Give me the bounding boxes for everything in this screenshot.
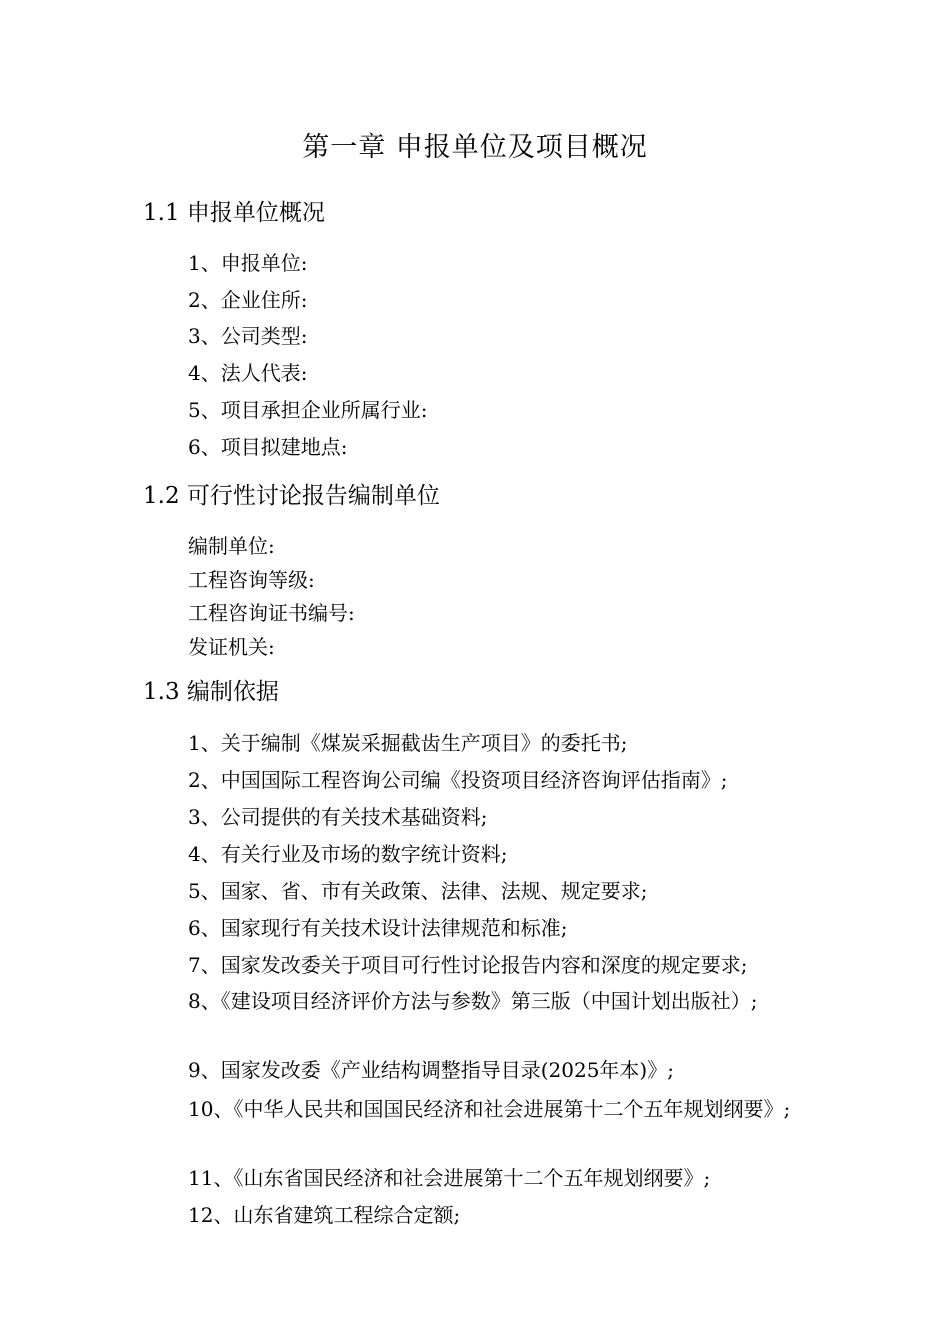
list-item: 6、项目拟建地点: — [188, 435, 348, 459]
section-heading-1-1: 1.1 申报单位概况 — [143, 200, 325, 226]
section-heading-1-2: 1.2 可行性讨论报告编制单位 — [143, 483, 440, 509]
list-item: 1、申报单位: — [188, 251, 308, 275]
section-heading-1-3: 1.3 编制依据 — [143, 679, 279, 705]
list-item: 8、《建设项目经济评价方法与参数》第三版（中国计划出版社）; — [188, 989, 758, 1013]
list-item: 4、有关行业及市场的数字统计资料; — [188, 842, 508, 866]
list-item: 10、《中华人民共和国国民经济和社会进展第十二个五年规划纲要》; — [188, 1097, 791, 1121]
list-item: 12、山东省建筑工程综合定额; — [188, 1203, 461, 1227]
list-item: 3、公司提供的有关技术基础资料; — [188, 805, 488, 829]
list-item: 1、关于编制《煤炭采掘截齿生产项目》的委托书; — [188, 731, 628, 755]
list-item: 11、《山东省国民经济和社会进展第十二个五年规划纲要》; — [188, 1166, 711, 1190]
list-item: 7、国家发改委关于项目可行性讨论报告内容和深度的规定要求; — [188, 953, 748, 977]
list-item: 2、企业住所: — [188, 288, 308, 312]
list-item: 编制单位: — [188, 534, 275, 558]
list-item: 6、国家现行有关技术设计法律规范和标准; — [188, 916, 568, 940]
list-item: 发证机关: — [188, 635, 275, 659]
list-item: 4、法人代表: — [188, 361, 308, 385]
list-item: 工程咨询等级: — [188, 568, 315, 592]
list-item: 9、国家发改委《产业结构调整指导目录(2025年本)》; — [188, 1058, 674, 1082]
list-item: 5、项目承担企业所属行业: — [188, 398, 428, 422]
list-item: 5、国家、省、市有关政策、法律、法规、规定要求; — [188, 879, 648, 903]
chapter-title: 第一章 申报单位及项目概况 — [302, 132, 648, 163]
list-item: 3、公司类型: — [188, 324, 308, 348]
list-item: 2、中国国际工程咨询公司编《投资项目经济咨询评估指南》; — [188, 768, 728, 792]
list-item: 工程咨询证书编号: — [188, 601, 355, 625]
